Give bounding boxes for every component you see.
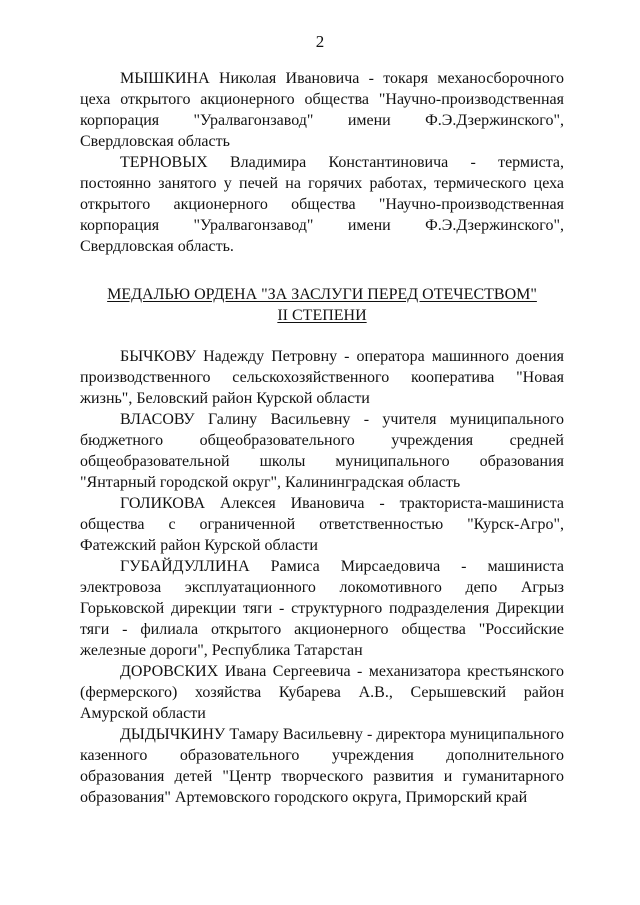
page-number: 2 — [315, 32, 325, 51]
award-entry: ВЛАСОВУ Галину Васильевну - учителя муниципального бюджетного общеобразовательного учреждения средней общеобразовательной школы муниципального образования "Янтарный городской округ", Калининградская область — [80, 411, 564, 491]
section-heading-line-1: МЕДАЛЬЮ ОРДЕНА "ЗА ЗАСЛУГИ ПЕРЕД ОТЕЧЕСТВОМ" — [107, 286, 537, 303]
award-entry: БЫЧКОВУ Надежду Петровну - оператора машинного доения производственного сельскохозяйственного кооператива "Новая жизнь", Беловский район Курской области — [80, 348, 564, 407]
award-entry: ТЕРНОВЫХ Владимира Константиновича - термиста, постоянно занятого у печей на горячих работах, термического цеха открытого акционерного общества "Научно-производственная корпорация "Уралвагонзавод" имени Ф.Э.Дзержинского", Свердловская область. — [80, 154, 564, 255]
section-heading-line-2: II СТЕПЕНИ — [277, 307, 367, 324]
document-body — [80, 68, 564, 808]
section-heading — [80, 284, 564, 326]
award-entry: ДЫДЫЧКИНУ Тамару Васильевну - директора муниципального казенного образовательного учреждения дополнительного образования детей "Центр творческого развития и гуманитарного образования" Артемовского городского округа, Приморский край — [80, 726, 564, 806]
award-entry: ГОЛИКОВА Алексея Ивановича - тракториста-машиниста общества с ограниченной ответственностью "Курск-Агро", Фатежский район Курской области — [80, 495, 564, 554]
award-entry: МЫШКИНА Николая Ивановича - токаря механосборочного цеха открытого акционерного общества "Научно-производственная корпорация "Уралвагонзавод" имени Ф.Э.Дзержинского", Свердловская область — [80, 70, 564, 150]
award-entry: ДОРОВСКИХ Ивана Сергеевича - механизатора крестьянского (фермерского) хозяйства Кубарева А.В., Серышевский район Амурской области — [80, 663, 564, 722]
award-entry: ГУБАЙДУЛЛИНА Рамиса Мирсаедовича - машиниста электровоза эксплуатационного локомотивного депо Агрыз Горьковской дирекции тяги - структурного подразделения Дирекции тяги - филиала открытого акционерного общества "Российские железные дороги", Республика Татарстан — [80, 558, 564, 659]
